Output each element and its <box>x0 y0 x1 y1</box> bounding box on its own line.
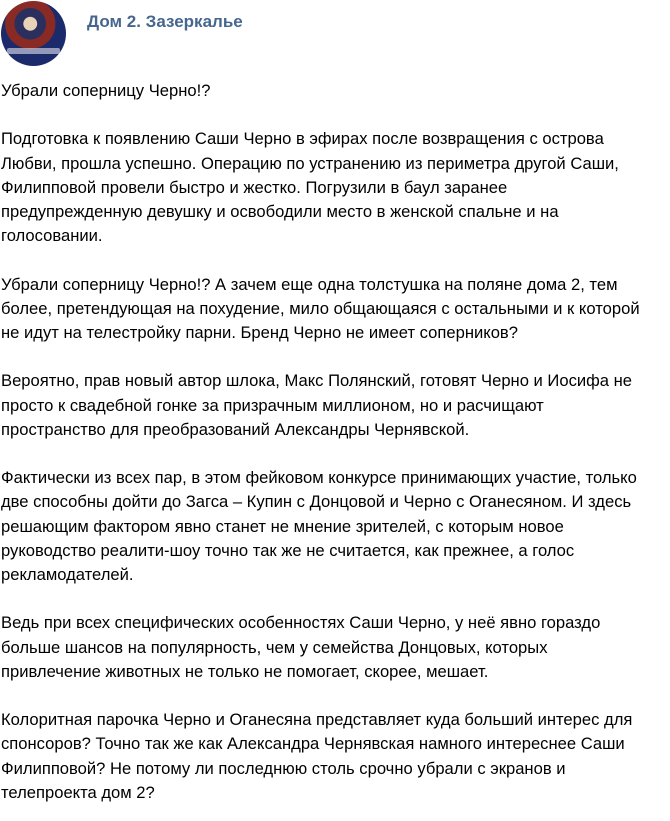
paragraph-line: пространство для преобразований Александры Чернявской. <box>1 419 470 439</box>
paragraph-line: Фактически из всех пар, в этом фейковом конкурсе принимающих участие, только <box>1 468 637 488</box>
paragraph-line: рекламодателей. <box>1 565 134 584</box>
paragraph-line: Убрали соперницу Черно!? А зачем еще одна толстушка на поляне дома 2, тем <box>1 274 618 294</box>
post-paragraph <box>1 369 666 442</box>
post-body <box>0 79 670 805</box>
paragraph-line: не идут на телестройку парни. Бренд Черно не имеет соперников? <box>1 323 518 342</box>
paragraph-line: Филипповой провели быстро и жестко. Погрузили в баул заранее <box>1 177 508 197</box>
paragraph-line: Филипповой? Не потому ли последнюю столь срочно убрали с экранов и <box>1 758 566 778</box>
paragraph-line: просто к свадебной гонке за призрачным миллионом, но и расчищают <box>1 395 544 415</box>
paragraph-line: Колоритная парочка Черно и Оганесяна представляет куда больший интерес для <box>1 710 633 730</box>
paragraph-line: руководство реалити-шоу точно так же не считается, как прежнее, а голос <box>1 540 575 560</box>
paragraph-line: спонсоров? Точно так же как Александра Чернявская намного интереснее Саши <box>1 734 625 754</box>
paragraph-line: голосовании. <box>1 226 103 246</box>
paragraph-line: привлечение животных не только не помогает, скорее, мешает. <box>1 661 489 681</box>
paragraph-line: Ведь при всех специфических особенностях Саши Черно, у неё явно гораздо <box>1 613 601 633</box>
post-header <box>0 0 670 66</box>
paragraph-line: Убрали соперницу Черно!? <box>1 81 211 100</box>
paragraph-line: предупрежденную девушку и освободили место в женской спальне и на <box>1 202 559 221</box>
paragraph-line: более, претендующая на похудение, мило общающаяся с остальными и к которой <box>1 298 640 318</box>
paragraph-line: Любви, прошла успешно. Операцию по устранению из периметра другой Саши, <box>1 153 619 173</box>
paragraph-line: Подготовка к появлению Саши Черно в эфирах после возвращения с острова <box>1 129 604 149</box>
group-title[interactable]: Дом 2. Зазеркалье <box>87 12 243 31</box>
post-paragraph <box>1 708 666 805</box>
paragraph-line: Вероятно, прав новый автор шлока, Макс Полянский, готовят Черно и Иосифа не <box>1 371 633 391</box>
group-avatar-icon[interactable] <box>1 1 66 66</box>
post-paragraph <box>1 466 666 587</box>
paragraph-line: больше шансов на популярность, чем у семейства Донцовых, которых <box>1 637 548 657</box>
paragraph-line: решающим фактором явно станет не мнение зрителей, с которым новое <box>1 516 564 536</box>
post-paragraph <box>1 127 666 248</box>
post-paragraph <box>1 611 666 684</box>
paragraph-line: две способны дойти до Загса – Купин с Донцовой и Черно с Оганесяном. И здесь <box>1 492 632 512</box>
post-paragraph <box>1 79 666 103</box>
paragraph-line: телепроекта дом 2? <box>1 782 155 802</box>
post-paragraph <box>1 273 666 346</box>
